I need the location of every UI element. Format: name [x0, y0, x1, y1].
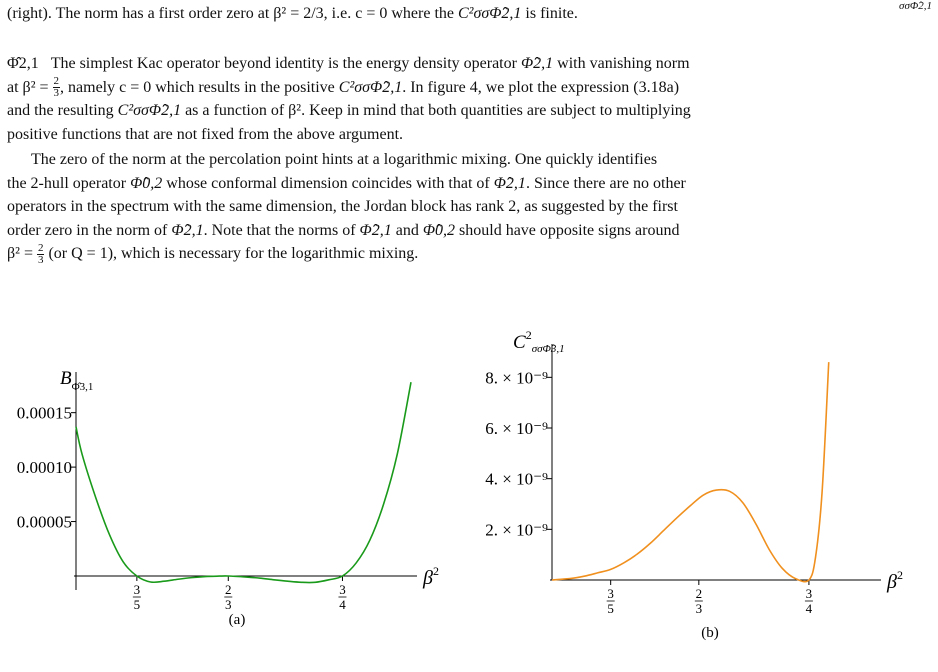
c2-symbol: C²σσΦ̂2,1 — [117, 102, 182, 120]
fraction-two-thirds: $\frac{2}{3}$ — [53, 75, 60, 100]
p2-text: the 2-hull operator — [7, 174, 127, 192]
x-tick-denominator: 5 — [133, 597, 141, 612]
p2-text: order zero in the norm of — [7, 221, 168, 239]
x-tick-numerator: 3 — [133, 582, 141, 597]
p2-text: . Since there are no other — [525, 174, 686, 192]
paragraph-energy-density — [7, 52, 931, 146]
p2-text: β² = — [7, 245, 33, 262]
y-tick-label: 8. × 10⁻⁹ — [485, 368, 548, 388]
y-tick-label: 2. × 10⁻⁹ — [485, 520, 548, 540]
phi21-symbol: Φ̂2,1 — [171, 221, 204, 239]
p2-text: The zero of the norm at the percolation point hints at a logarithmic mixing. One quickly identifies — [31, 151, 658, 168]
figure-caption: (a) — [228, 612, 246, 628]
p1-text: . In figure 4, we plot the expression (3.18a) — [402, 78, 680, 96]
top-corner-fragment: σσΦ̂2,1 — [899, 0, 932, 12]
x-tick-denominator: 5 — [607, 601, 614, 616]
phi21-symbol: Φ̂2,1 — [520, 55, 554, 72]
y-axis-label: $B_{\Phî3,1}$ — [60, 368, 94, 393]
y-axis-label: $C^2_{\sigma\sigma\Phî3,1}$ — [513, 328, 565, 355]
x-tick-numerator: 3 — [339, 582, 346, 597]
x-tick-numerator: 2 — [695, 586, 703, 601]
phi02-symbol: Φ̂0,2 — [130, 174, 163, 192]
y-tick-label: 0.00005 — [16, 512, 72, 532]
x-tick-denominator: 3 — [225, 597, 232, 612]
p1-text: at β² = — [7, 78, 49, 96]
x-tick-denominator: 3 — [695, 601, 703, 616]
paragraph-log-mixing — [7, 148, 931, 266]
p2-text: should have opposite signs around — [459, 221, 680, 239]
top-line-text: (right). The norm has a first order zero at β² = 2/3, i.e. c = 0 where the — [7, 5, 454, 22]
y-tick-label: 4. × 10⁻⁹ — [485, 469, 548, 489]
x-tick-denominator: 4 — [339, 597, 346, 612]
phi21-symbol: Φ̂2,1 — [359, 221, 392, 239]
p1-text: with vanishing norm — [557, 55, 690, 72]
y-tick-label: 0.00010 — [16, 458, 72, 478]
fraction-two-thirds: $\frac{2}{3}$ — [37, 241, 44, 266]
top-line-symbol: C²σσΦ̂2,1 — [457, 5, 522, 22]
figure-caption: (b) — [701, 625, 719, 641]
p1-text: and the resulting — [7, 102, 114, 120]
x-tick-denominator: 4 — [805, 601, 813, 616]
series-line — [76, 382, 411, 582]
series-line — [552, 362, 829, 582]
x-tick-numerator: 2 — [225, 582, 232, 597]
p1-text: , namely c = 0 which results in the positive — [60, 78, 335, 96]
top-text-line — [7, 2, 931, 26]
p2-text: whose conformal dimension coincides with that of — [166, 174, 490, 192]
y-tick-label: 0.00015 — [16, 403, 72, 423]
p2-text: and — [395, 221, 419, 239]
top-line-tail: is finite. — [525, 5, 578, 22]
phi02-symbol: Φ̂0,2 — [422, 221, 456, 239]
x-axis-label: $\beta^2$ — [887, 568, 903, 593]
c2-symbol: C²σσΦ̂2,1 — [338, 78, 403, 96]
p1-text: positive functions that are not fixed from the above argument. — [7, 125, 404, 143]
chart-b — [468, 272, 908, 672]
y-tick-label: 6. × 10⁻⁹ — [485, 419, 548, 438]
x-tick-numerator: 3 — [607, 586, 614, 601]
chart-a — [0, 272, 470, 672]
phi21-symbol: Φ̂2,1 — [493, 174, 526, 192]
p1-text: The simplest Kac operator beyond identity is the energy density operator — [50, 55, 517, 72]
p2-text: (or Q = 1), which is necessary for the logarithmic mixing. — [48, 245, 419, 262]
p2-text: operators in the spectrum with the same dimension, the Jordan block has rank 2, as suggested by the first — [7, 198, 678, 215]
x-tick-numerator: 3 — [805, 586, 813, 601]
p1-text: as a function of β². Keep in mind that both quantities are subject to multiplying — [185, 102, 691, 120]
section-label: Φ̂2,1 — [7, 55, 39, 72]
x-axis-label: $\beta^2$ — [423, 564, 439, 589]
p2-text: . Note that the norms of — [203, 221, 356, 239]
